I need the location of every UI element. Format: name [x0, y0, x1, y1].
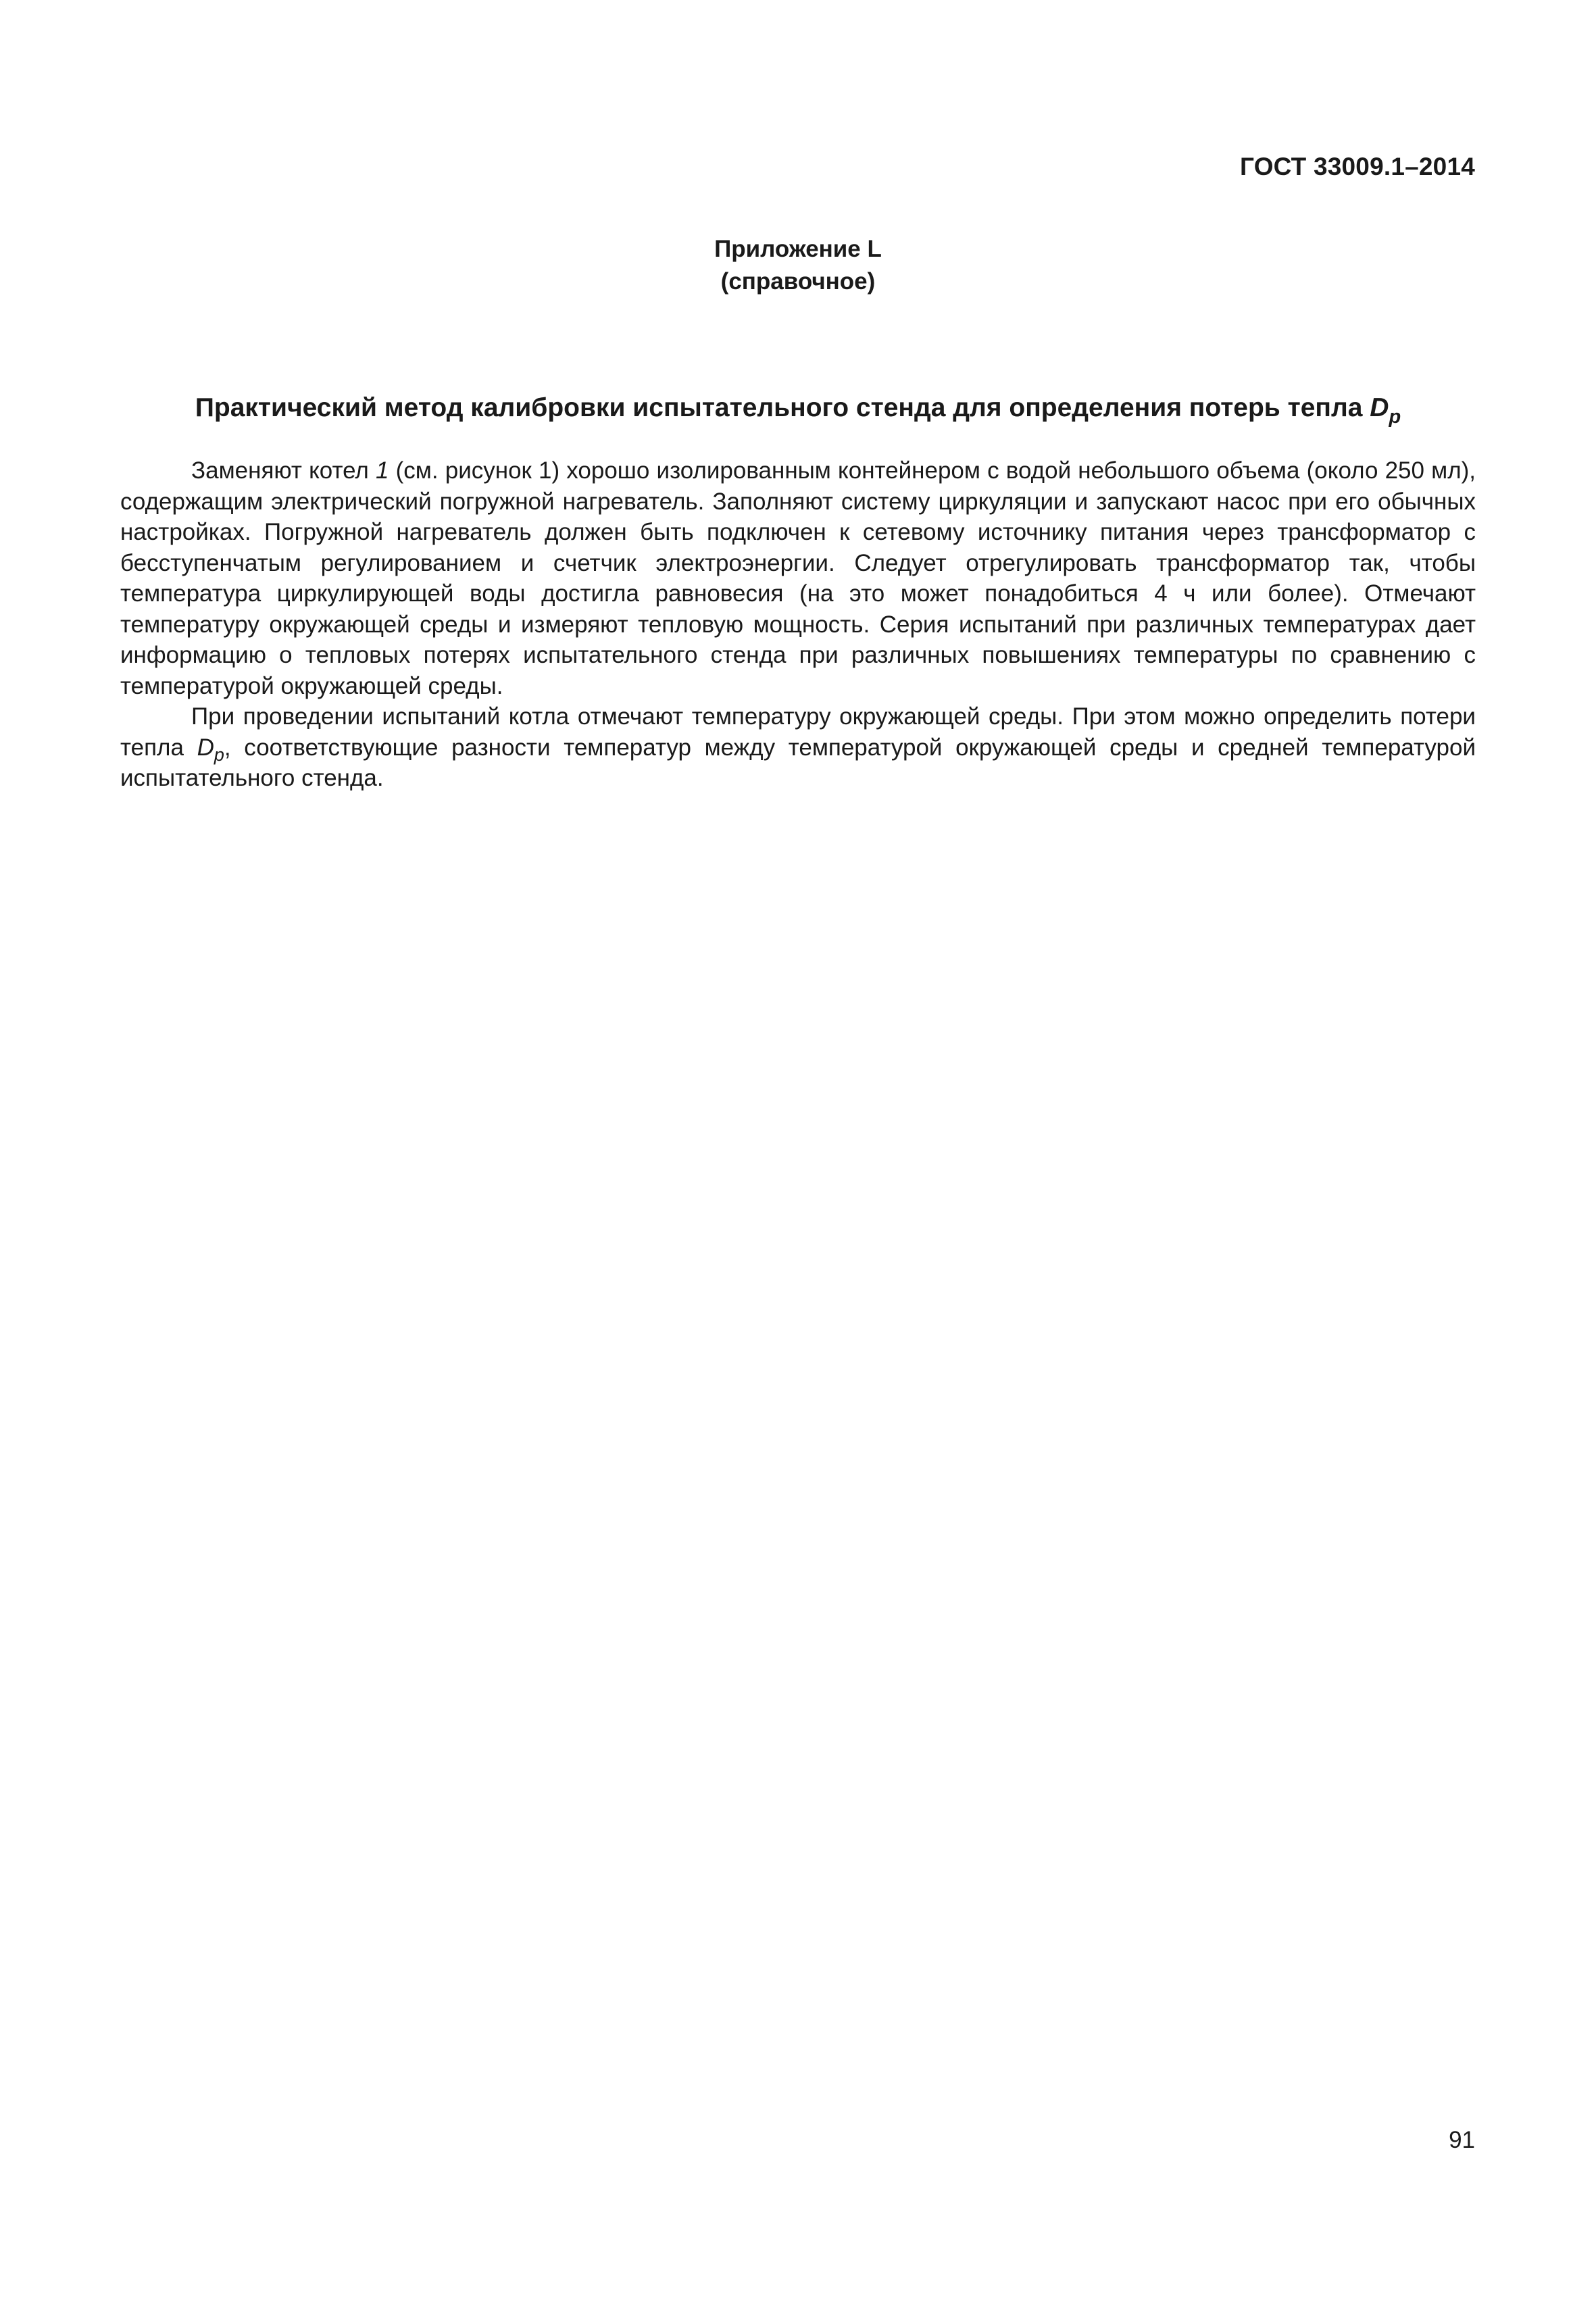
document-code: ГОСТ 33009.1–2014 — [1240, 153, 1475, 180]
section-heading-symbol: D — [1370, 393, 1389, 422]
body-text — [120, 455, 1476, 794]
paragraph-1 — [120, 455, 1476, 701]
section-heading — [120, 391, 1476, 426]
paragraph-2-symbol: D — [197, 734, 214, 761]
page-number: 91 — [1449, 2127, 1475, 2153]
paragraph-1-part-2: (см. рисунок 1) хорошо изолированным контейнером с водой небольшого объема (около 250 мл), содержащим электрический погружной нагреватель. Заполняют систему циркуляции и запускают насос при его обычных настройках. Погружной нагреватель должен быть подключен к сетевому источнику питания через трансформатор с бесступенчатым регулированием и счетчик электроэнергии. Следует отрегулировать трансформатор так, чтобы температура циркулирующей воды достигла равновесия (на это может понадобиться 4 ч или более). Отмечают температуру окружающей среды и измеряют тепловую мощность. Серия испытаний при различных температурах дает информацию о тепловых потерях испытательного стенда при различных повышениях температуры по сравнению с температурой окружающей среды. — [120, 457, 1476, 699]
section-heading-subscript: p — [1389, 406, 1401, 428]
paragraph-1-part-1: Заменяют котел — [191, 457, 376, 484]
appendix-title: Приложение L — [714, 236, 882, 262]
paragraph-2-part-1: При проведении испытаний котла отмечают температуру окружающей среды. При этом можно определить потери тепла — [120, 703, 1476, 761]
paragraph-2-part-2: , соответствующие разности температур между температурой окружающей среды и средней температурой испытательного стенда. — [120, 734, 1476, 791]
paragraph-1-item-number: 1 — [376, 457, 389, 484]
paragraph-2-subscript: p — [214, 744, 224, 765]
appendix-caption — [0, 233, 1596, 298]
appendix-type: (справочное) — [720, 268, 876, 295]
paragraph-2 — [120, 701, 1476, 794]
section-heading-text: Практический метод калибровки испытательного стенда для определения потерь тепла — [195, 393, 1370, 422]
